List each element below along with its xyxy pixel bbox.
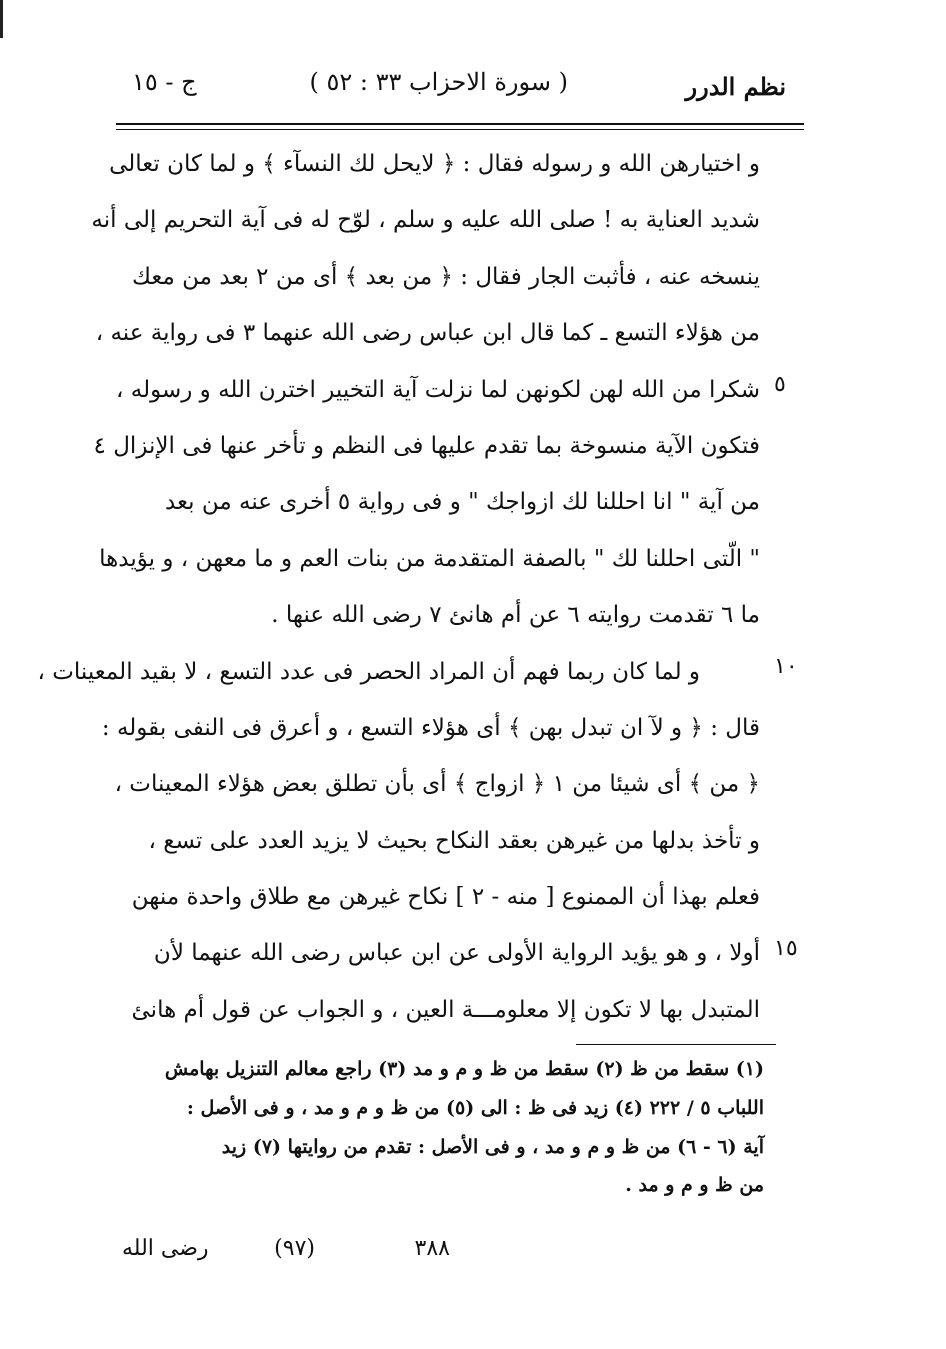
part-number: ج - ١٥ [132,68,197,96]
running-header [110,60,786,110]
text-line: ما ٦ تقدمت روايته ٦ عن أم هانئ ٧ رضى الله عنها . [271,602,760,629]
footnote-line: (١) سقط من ظ (٢) سقط من ظ و م و مد (٣) راجع معالم التنزيل بهامش [164,1058,764,1080]
text-line: ينسخه عنه ، فأثبت الجار فقال : ﴿ من بعد ﴾ أى من ٢ بعد من معك [132,263,760,290]
book-title: نظم الدرر [685,72,786,101]
text-line: قال : ﴿ و لآ ان تبدل بهن ﴾ أى هؤلاء التسع ، و أعرق فى النفى بقوله : [101,714,760,741]
page-number: ٣٨٨ [414,1236,450,1261]
text-line: أولا ، و هو يؤيد الرواية الأولى عن ابن عباس رضى الله عنهما لأن [153,940,760,967]
footnotes [104,1050,764,1205]
text-line: المتبدل بها لا تكون إلا معلومـــة العين ، و الجواب عن قول أم هانئ [131,996,760,1023]
page-footer [110,1236,710,1276]
line-number-15: ١٥ [774,936,798,961]
main-text [37,136,760,1038]
text-line: من آية " انا احللنا لك ازواجك " و فى رواية ٥ أخرى عنه من بعد [164,489,760,516]
text-line: ﴿ من ﴾ أى شيئا من ١ ﴿ ازواج ﴾ أى بأن تطلق بعض هؤلاء المعينات ، [114,771,760,798]
text-line: و تأخذ بدلها من غيرهن بعقد النكاح بحيث لا يزيد العدد على تسع ، [148,827,760,854]
text-line: من هؤلاء التسع ـ كما قال ابن عباس رضى الله عنهما ٣ فى رواية عنه ، [95,320,760,347]
text-line: فتكون الآية منسوخة بما تقدم عليها فى النظم و تأخر عنها فى الإنزال ٤ [93,432,760,459]
surah-reference: ( سورة الاحزاب ٣٣ : ٥٢ ) [309,68,568,96]
footnote-separator [576,1044,776,1045]
header-rule-thin [116,129,804,130]
header-rule-thick [116,123,804,125]
scan-edge-mark [0,0,3,38]
line-number-5: ٥ [774,372,786,397]
text-line: و اختيارهن الله و رسوله فقال : ﴿ لايحل لك النسآء ﴾ و لما كان تعالى [109,151,760,177]
footnote-line: من ظ و م و مد . [625,1174,764,1197]
text-line: شديد العناية به ! صلى الله عليه و سلم ، لوّح له فى آية التحريم إلى أنه [91,207,760,234]
text-line: شكرا من الله لهن لكونهن لما نزلت آية التخيير اخترن الله و رسوله ، [116,376,760,403]
footnote-line: اللباب ٥ / ٢٢٢ (٤) زيد فى ظ : الى (٥) من ظ و م و مد ، و فى الأصل : [186,1096,764,1119]
text-line-paragraph-start: و لما كان ربما فهم أن المراد الحصر فى عدد التسع ، لا بقيد المعينات ، [37,658,700,685]
signature-mark: (٩٧) [274,1236,315,1261]
text-line: " الّتى احللنا لك " بالصفة المتقدمة من بنات العم و ما معهن ، و يؤيدها [99,545,760,572]
line-number-10: ١٠ [774,654,798,679]
catchword: رضى الله [122,1236,209,1261]
text-line: فعلم بهذا أن الممنوع [ منه - ٢ ] نكاح غيرهن مع طلاق واحدة منهن [131,884,760,911]
footnote-line: آية (٦ - ٦) من ظ و م و مد ، و فى الأصل : تقدم من روايتها (٧) زيد [221,1135,764,1158]
